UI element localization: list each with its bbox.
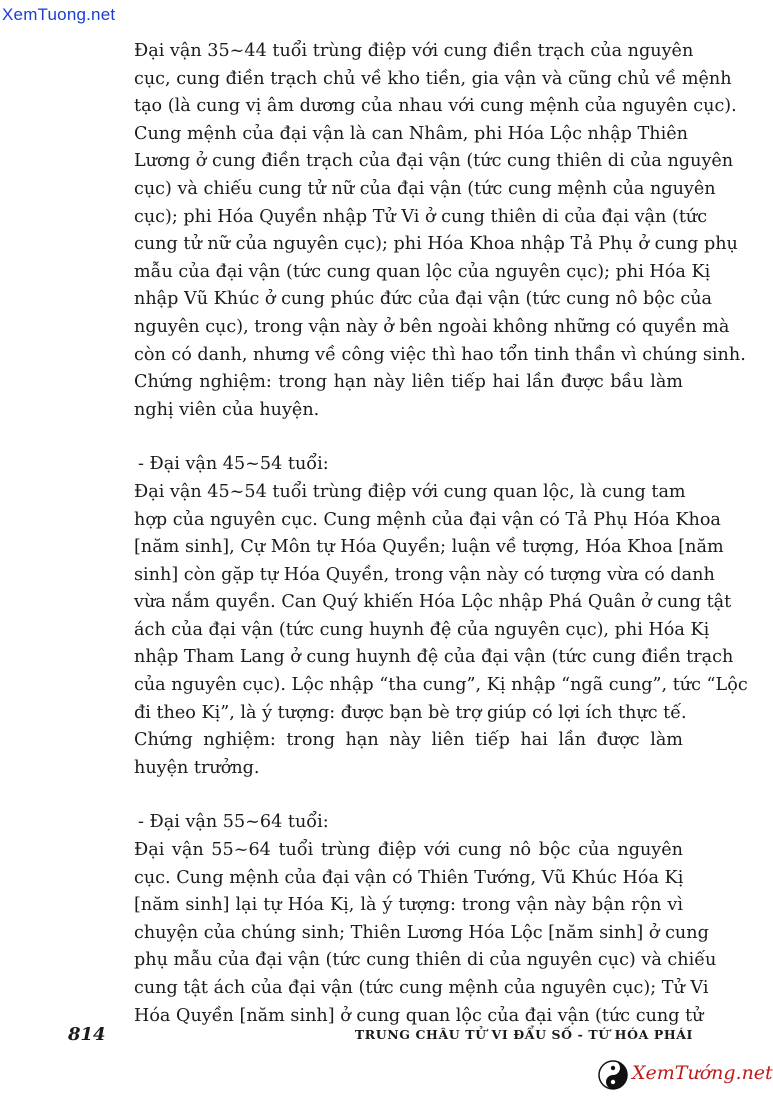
text-line: Chứng nghiệm: trong hạn này liên tiếp hai lần được làm [134,730,683,751]
logo-text: XemTướng.net [632,1062,773,1084]
text-line: nghị viên của huyện. [134,399,320,420]
text-line: cục) và chiếu cung tử nữ của đại vận (tức cung mệnh của nguyên [134,178,716,199]
text-line: đi theo Kị”, là ý tượng: được bạn bè trợ giúp có lợi ích thực tế. [134,702,687,723]
section-heading-55-64 [98,809,683,837]
text-line: Đại vận 55~64 tuổi trùng điệp với cung nô bộc của nguyên [134,840,683,861]
text-line: nguyên cục), trong vận này ở bên ngoài không những có quyền mà [134,316,730,337]
page-footer [68,1024,693,1048]
book-title: TRUNG CHÂU TỬ VI ĐẨU SỐ - TỨ HÓA PHÁI [354,1027,693,1042]
paragraph-45-54 [98,479,748,727]
text-line: cung tử nữ của nguyên cục); phi Hóa Khoa nhập Tả Phụ ở cung phụ [134,234,738,255]
paragraph-55-64 [98,837,717,1030]
yin-yang-icon [598,1060,628,1090]
text-line: sinh] còn gặp tự Hóa Quyền, trong vận này có tượng vừa có danh [134,564,715,585]
text-line: Lương ở cung điền trạch của đại vận (tức cung thiên di của nguyên [134,151,734,172]
text-line: của nguyên cục). Lộc nhập “tha cung”, Kị nhập “ngã cung”, tức “Lộc [134,675,748,696]
text-line: cục, cung điền trạch chủ về kho tiền, gia vận và cũng chủ về mệnh [134,68,732,89]
site-logo[interactable] [596,1058,773,1092]
text-line: mẫu của đại vận (tức cung quan lộc của nguyên cục); phi Hóa Kị [134,261,711,282]
text-line: tạo (là cung vị âm dương của nhau với cung mệnh của nguyên cục). [134,96,737,117]
site-watermark[interactable]: XemTuong.net [2,5,116,24]
text-line: nhập Tham Lang ở cung huynh đệ của đại vận (tức cung điền trạch [134,647,734,668]
paragraph-verification-2 [98,727,683,782]
text-line: [năm sinh], Cự Môn tự Hóa Quyền; luận về tượng, Hóa Khoa [năm [134,537,724,558]
text-line: cục. Cung mệnh của đại vận có Thiên Tướng, Vũ Khúc Hóa Kị [134,867,684,888]
page-body [98,38,748,1030]
text-line: vừa nắm quyền. Can Quý khiến Hóa Lộc nhập Phá Quân ở cung tật [134,592,732,613]
text-line: [năm sinh] lại tự Hóa Kị, là ý tượng: trong vận này bận rộn vì [134,895,683,916]
text-line: Hóa Quyền [năm sinh] ở cung quan lộc của đại vận (tức cung tử [134,1005,704,1026]
paragraph-verification-1 [98,369,683,424]
text-line: còn có danh, nhưng về công việc thì hao tổn tinh thần vì chúng sinh. [134,344,746,365]
page-number: 814 [68,1024,106,1045]
text-line: Chứng nghiệm: trong hạn này liên tiếp hai lần được bầu làm [134,372,683,393]
text-line: Cung mệnh của đại vận là can Nhâm, phi Hóa Lộc nhập Thiên [134,123,688,144]
heading-text: - Đại vận 55~64 tuổi: [138,812,329,833]
text-line: cục); phi Hóa Quyền nhập Tử Vi ở cung thiên di của đại vận (tức [134,206,708,227]
paragraph-35-44 [98,38,746,369]
heading-text: - Đại vận 45~54 tuổi: [138,454,329,475]
text-line: huyện trưởng. [134,757,260,778]
text-line: nhập Vũ Khúc ở cung phúc đức của đại vận (tức cung nô bộc của [134,289,713,310]
section-heading-45-54 [98,451,683,479]
text-line: ách của đại vận (tức cung huynh đệ của nguyên cục), phi Hóa Kị [134,619,710,640]
text-line: hợp của nguyên cục. Cung mệnh của đại vận có Tả Phụ Hóa Khoa [134,509,721,530]
text-line: Đại vận 45~54 tuổi trùng điệp với cung quan lộc, là cung tam [134,481,686,502]
text-line: chuyện của chúng sinh; Thiên Lương Hóa Lộc [năm sinh] ở cung [134,922,709,943]
text-line: cung tật ách của đại vận (tức cung mệnh của nguyên cục); Tử Vi [134,978,709,998]
text-line: phụ mẫu của đại vận (tức cung thiên di của nguyên cục) và chiếu [134,950,717,971]
text-line: Đại vận 35~44 tuổi trùng điệp với cung điền trạch của nguyên [134,41,694,61]
